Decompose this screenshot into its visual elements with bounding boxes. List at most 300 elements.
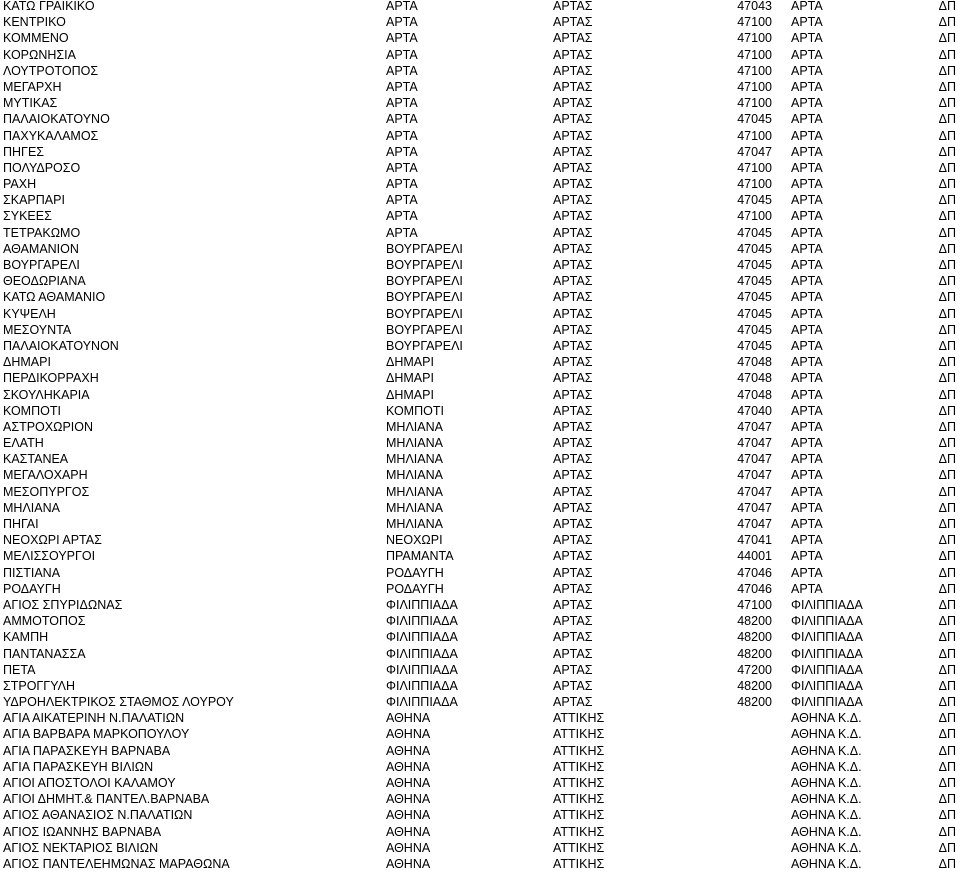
postal-code-cell: 47047 bbox=[737, 468, 772, 483]
municipality-cell: ΒΟΥΡΓΑΡΕΛΙ bbox=[386, 258, 463, 272]
place-cell: ΣΥΚΕΕΣ bbox=[3, 209, 52, 224]
postal-code-cell: 47048 bbox=[737, 387, 772, 402]
table-row bbox=[0, 338, 960, 354]
place-cell: ΑΓΙΑ ΠΑΡΑΣΚΕΥΗ ΒΙΛΙΩΝ bbox=[3, 759, 154, 774]
type-code-cell: ΔΠ bbox=[938, 711, 956, 726]
table-row bbox=[0, 257, 960, 273]
municipality-cell: ΑΘΗΝΑ bbox=[386, 776, 431, 790]
prefecture-cell: ΑΡΤΑΣ bbox=[553, 0, 593, 13]
table-row bbox=[0, 160, 960, 176]
postal-code-cell: 47047 bbox=[737, 500, 772, 515]
type-code-cell: ΔΠ bbox=[938, 0, 956, 13]
municipality-cell: ΑΡΤΑ bbox=[386, 209, 418, 224]
table-row bbox=[0, 403, 960, 419]
table-row bbox=[0, 710, 960, 726]
municipality-cell: ΔΗΜΑΡΙ bbox=[386, 355, 434, 370]
municipality-cell: ΑΡΤΑ bbox=[386, 144, 418, 159]
type-code-cell: ΔΠ bbox=[938, 112, 956, 127]
postal-code-cell: 47047 bbox=[737, 144, 772, 159]
municipality-cell: ΚΟΜΠΟΤΙ bbox=[386, 403, 444, 418]
place-cell: ΠΕΤΑ bbox=[3, 662, 36, 677]
post-office-cell: ΦΙΛΙΠΠΙΑΔΑ bbox=[791, 630, 863, 645]
table-row bbox=[0, 128, 960, 144]
post-office-cell: ΑΘΗΝΑ Κ.Δ. bbox=[791, 776, 862, 790]
post-office-cell: ΦΙΛΙΠΠΙΑΔΑ bbox=[791, 695, 863, 710]
prefecture-cell: ΑΤΤΙΚΗΣ bbox=[553, 792, 605, 807]
municipality-cell: ΑΡΤΑ bbox=[386, 47, 418, 62]
municipality-cell: ΦΙΛΙΠΠΙΑΔΑ bbox=[386, 662, 458, 677]
postal-code-cell: 47100 bbox=[737, 128, 772, 143]
municipality-cell: ΑΡΤΑ bbox=[386, 225, 418, 240]
place-cell: ΣΤΡΟΓΓΥΛΗ bbox=[3, 678, 75, 693]
post-office-cell: ΑΡΤΑ bbox=[791, 79, 823, 94]
type-code-cell: ΔΠ bbox=[938, 15, 956, 30]
type-code-cell: ΔΠ bbox=[938, 549, 956, 564]
prefecture-cell: ΑΡΤΑΣ bbox=[553, 96, 593, 111]
table-row bbox=[0, 678, 960, 694]
type-code-cell: ΔΠ bbox=[938, 258, 956, 272]
municipality-cell: ΦΙΛΙΠΠΙΑΔΑ bbox=[386, 630, 458, 645]
municipality-cell: ΑΘΗΝΑ bbox=[386, 840, 431, 855]
postal-code-cell: 48200 bbox=[737, 678, 772, 693]
table-row bbox=[0, 548, 960, 564]
type-code-cell: ΔΠ bbox=[938, 322, 956, 337]
type-code-cell: ΔΠ bbox=[938, 743, 956, 758]
type-code-cell: ΔΠ bbox=[938, 856, 956, 871]
post-office-cell: ΑΡΤΑ bbox=[791, 47, 823, 62]
post-office-cell: ΑΡΤΑ bbox=[791, 15, 823, 30]
post-office-cell: ΑΘΗΝΑ Κ.Δ. bbox=[791, 743, 862, 758]
post-office-cell: ΑΡΤΑ bbox=[791, 160, 823, 175]
type-code-cell: ΔΠ bbox=[938, 144, 956, 159]
postal-code-cell: 47100 bbox=[737, 597, 772, 612]
place-cell: ΑΓΙΟΣ ΙΩΑΝΝΗΣ ΒΑΡΝΑΒΑ bbox=[3, 824, 162, 839]
post-office-cell: ΑΘΗΝΑ Κ.Δ. bbox=[791, 759, 862, 774]
place-cell: ΘΕΟΔΩΡΙΑΝΑ bbox=[3, 274, 86, 289]
post-office-cell: ΑΡΤΑ bbox=[791, 258, 823, 272]
prefecture-cell: ΑΤΤΙΚΗΣ bbox=[553, 776, 605, 790]
municipality-cell: ΑΘΗΝΑ bbox=[386, 759, 431, 774]
post-office-cell: ΑΘΗΝΑ Κ.Δ. bbox=[791, 856, 862, 871]
municipality-cell: ΒΟΥΡΓΑΡΕΛΙ bbox=[386, 274, 463, 289]
municipality-cell: ΜΗΛΙΑΝΑ bbox=[386, 419, 443, 434]
postal-code-cell: 47100 bbox=[737, 96, 772, 111]
table-row bbox=[0, 306, 960, 322]
table-row bbox=[0, 95, 960, 111]
type-code-cell: ΔΠ bbox=[938, 306, 956, 321]
postal-code-cell: 48200 bbox=[737, 614, 772, 629]
place-cell: ΠΑΛΑΙΟΚΑΤΟΥΝΟΝ bbox=[3, 338, 119, 353]
table-row bbox=[0, 208, 960, 224]
municipality-cell: ΑΡΤΑ bbox=[386, 128, 418, 143]
table-row bbox=[0, 387, 960, 403]
municipality-cell: ΡΟΔΑΥΓΗ bbox=[386, 565, 444, 580]
prefecture-cell: ΑΡΤΑΣ bbox=[553, 112, 593, 127]
municipality-cell: ΦΙΛΙΠΠΙΑΔΑ bbox=[386, 614, 458, 629]
table-row bbox=[0, 241, 960, 257]
type-code-cell: ΔΠ bbox=[938, 824, 956, 839]
place-cell: ΔΗΜΑΡΙ bbox=[3, 355, 51, 370]
table-row bbox=[0, 63, 960, 79]
prefecture-cell: ΑΡΤΑΣ bbox=[553, 549, 593, 564]
type-code-cell: ΔΠ bbox=[938, 840, 956, 855]
municipality-cell: ΑΡΤΑ bbox=[386, 63, 418, 78]
table-row bbox=[0, 824, 960, 840]
postal-code-cell: 47046 bbox=[737, 565, 772, 580]
place-cell: ΜΗΛΙΑΝΑ bbox=[3, 500, 60, 515]
table-row bbox=[0, 613, 960, 629]
type-code-cell: ΔΠ bbox=[938, 614, 956, 629]
type-code-cell: ΔΠ bbox=[938, 565, 956, 580]
prefecture-cell: ΑΡΤΑΣ bbox=[553, 258, 593, 272]
type-code-cell: ΔΠ bbox=[938, 387, 956, 402]
prefecture-cell: ΑΡΤΑΣ bbox=[553, 500, 593, 515]
prefecture-cell: ΑΡΤΑΣ bbox=[553, 160, 593, 175]
table-row bbox=[0, 694, 960, 710]
municipality-cell: ΑΡΤΑ bbox=[386, 112, 418, 127]
type-code-cell: ΔΠ bbox=[938, 581, 956, 596]
municipality-cell: ΒΟΥΡΓΑΡΕΛΙ bbox=[386, 241, 463, 256]
post-office-cell: ΑΘΗΝΑ Κ.Δ. bbox=[791, 808, 862, 823]
post-office-cell: ΑΡΤΑ bbox=[791, 452, 823, 467]
postal-code-cell: 47100 bbox=[737, 47, 772, 62]
postal-code-cell: 47048 bbox=[737, 371, 772, 386]
post-office-cell: ΑΡΤΑ bbox=[791, 419, 823, 434]
type-code-cell: ΔΠ bbox=[938, 695, 956, 710]
post-office-cell: ΑΡΤΑ bbox=[791, 225, 823, 240]
postal-code-cell: 47045 bbox=[737, 112, 772, 127]
prefecture-cell: ΑΤΤΙΚΗΣ bbox=[553, 727, 605, 742]
prefecture-cell: ΑΡΤΑΣ bbox=[553, 419, 593, 434]
type-code-cell: ΔΠ bbox=[938, 630, 956, 645]
prefecture-cell: ΑΡΤΑΣ bbox=[553, 565, 593, 580]
prefecture-cell: ΑΡΤΑΣ bbox=[553, 177, 593, 192]
post-office-cell: ΑΡΤΑ bbox=[791, 338, 823, 353]
postal-code-cell: 47100 bbox=[737, 160, 772, 175]
table-row bbox=[0, 435, 960, 451]
place-cell: ΜΕΓΑΡΧΗ bbox=[3, 79, 62, 94]
municipality-cell: ΑΡΤΑ bbox=[386, 96, 418, 111]
table-row bbox=[0, 500, 960, 516]
post-office-cell: ΑΡΤΑ bbox=[791, 209, 823, 224]
table-row bbox=[0, 289, 960, 305]
type-code-cell: ΔΠ bbox=[938, 225, 956, 240]
table-row bbox=[0, 354, 960, 370]
table-row bbox=[0, 840, 960, 856]
postal-code-cell: 47047 bbox=[737, 452, 772, 467]
prefecture-cell: ΑΡΤΑΣ bbox=[553, 306, 593, 321]
post-office-cell: ΑΡΤΑ bbox=[791, 0, 823, 13]
prefecture-cell: ΑΤΤΙΚΗΣ bbox=[553, 824, 605, 839]
prefecture-cell: ΑΡΤΑΣ bbox=[553, 79, 593, 94]
municipality-cell: ΑΘΗΝΑ bbox=[386, 743, 431, 758]
table-row bbox=[0, 47, 960, 63]
place-cell: ΒΟΥΡΓΑΡΕΛΙ bbox=[3, 258, 80, 272]
place-cell: ΠΙΣΤΙΑΝΑ bbox=[3, 565, 61, 580]
postal-code-cell: 47045 bbox=[737, 306, 772, 321]
type-code-cell: ΔΠ bbox=[938, 468, 956, 483]
post-office-cell: ΑΡΤΑ bbox=[791, 193, 823, 208]
postal-code-cell: 47047 bbox=[737, 436, 772, 451]
postal-code-cell: 47045 bbox=[737, 258, 772, 272]
municipality-cell: ΜΗΛΙΑΝΑ bbox=[386, 468, 443, 483]
type-code-cell: ΔΠ bbox=[938, 452, 956, 467]
place-cell: ΑΜΜΟΤΟΠΟΣ bbox=[3, 614, 86, 629]
post-office-cell: ΦΙΛΙΠΠΙΑΔΑ bbox=[791, 678, 863, 693]
prefecture-cell: ΑΡΤΑΣ bbox=[553, 630, 593, 645]
type-code-cell: ΔΠ bbox=[938, 792, 956, 807]
municipality-cell: ΑΡΤΑ bbox=[386, 177, 418, 192]
post-office-cell: ΑΡΤΑ bbox=[791, 274, 823, 289]
table-row bbox=[0, 30, 960, 46]
place-cell: ΑΓΙΟΙ ΑΠΟΣΤΟΛΟΙ ΚΑΛΑΜΟΥ bbox=[3, 776, 176, 790]
table-row bbox=[0, 532, 960, 548]
type-code-cell: ΔΠ bbox=[938, 517, 956, 531]
place-cell: ΠΗΓΑΙ bbox=[3, 517, 39, 531]
prefecture-cell: ΑΡΤΑΣ bbox=[553, 581, 593, 596]
place-cell: ΜΕΛΙΣΣΟΥΡΓΟΙ bbox=[3, 549, 96, 564]
place-cell: ΑΓΙΟΣ ΝΕΚΤΑΡΙΟΣ ΒΙΛΙΩΝ bbox=[3, 840, 159, 855]
table-row bbox=[0, 79, 960, 95]
postal-code-cell: 47045 bbox=[737, 274, 772, 289]
post-office-cell: ΦΙΛΙΠΠΙΑΔΑ bbox=[791, 614, 863, 629]
type-code-cell: ΔΠ bbox=[938, 759, 956, 774]
post-office-cell: ΑΡΤΑ bbox=[791, 290, 823, 305]
prefecture-cell: ΑΡΤΑΣ bbox=[553, 355, 593, 370]
municipality-cell: ΒΟΥΡΓΑΡΕΛΙ bbox=[386, 306, 463, 321]
post-office-cell: ΑΡΤΑ bbox=[791, 549, 823, 564]
table-row bbox=[0, 807, 960, 823]
table-row bbox=[0, 419, 960, 435]
table-row bbox=[0, 176, 960, 192]
prefecture-cell: ΑΡΤΑΣ bbox=[553, 15, 593, 30]
table-row bbox=[0, 0, 960, 14]
postal-code-cell: 47100 bbox=[737, 209, 772, 224]
postal-code-cell: 47048 bbox=[737, 355, 772, 370]
postal-code-cell: 47045 bbox=[737, 322, 772, 337]
table-row bbox=[0, 273, 960, 289]
postal-code-cell: 47100 bbox=[737, 177, 772, 192]
prefecture-cell: ΑΡΤΑΣ bbox=[553, 322, 593, 337]
type-code-cell: ΔΠ bbox=[938, 808, 956, 823]
post-office-cell: ΑΡΤΑ bbox=[791, 533, 823, 548]
municipality-cell: ΜΗΛΙΑΝΑ bbox=[386, 500, 443, 515]
post-office-cell: ΑΡΤΑ bbox=[791, 436, 823, 451]
municipality-cell: ΑΡΤΑ bbox=[386, 193, 418, 208]
municipality-cell: ΔΗΜΑΡΙ bbox=[386, 371, 434, 386]
post-office-cell: ΑΡΤΑ bbox=[791, 500, 823, 515]
municipality-cell: ΑΘΗΝΑ bbox=[386, 711, 431, 726]
municipality-cell: ΑΘΗΝΑ bbox=[386, 792, 431, 807]
post-office-cell: ΦΙΛΙΠΠΙΑΔΑ bbox=[791, 597, 863, 612]
type-code-cell: ΔΠ bbox=[938, 160, 956, 175]
post-office-cell: ΦΙΛΙΠΠΙΑΔΑ bbox=[791, 662, 863, 677]
place-cell: ΤΕΤΡΑΚΩΜΟ bbox=[3, 225, 81, 240]
post-office-cell: ΑΡΤΑ bbox=[791, 96, 823, 111]
table-row bbox=[0, 726, 960, 742]
prefecture-cell: ΑΡΤΑΣ bbox=[553, 144, 593, 159]
place-cell: ΠΕΡΔΙΚΟΡΡΑΧΗ bbox=[3, 371, 99, 386]
municipality-cell: ΜΗΛΙΑΝΑ bbox=[386, 436, 443, 451]
postal-code-cell: 47047 bbox=[737, 517, 772, 531]
type-code-cell: ΔΠ bbox=[938, 63, 956, 78]
type-code-cell: ΔΠ bbox=[938, 274, 956, 289]
place-cell: ΣΚΟΥΛΗΚΑΡΙΑ bbox=[3, 387, 90, 402]
municipality-cell: ΑΡΤΑ bbox=[386, 79, 418, 94]
table-row bbox=[0, 759, 960, 775]
municipality-cell: ΑΡΤΑ bbox=[386, 0, 418, 13]
type-code-cell: ΔΠ bbox=[938, 371, 956, 386]
postal-code-cell: 47047 bbox=[737, 419, 772, 434]
postal-code-cell: 47040 bbox=[737, 403, 772, 418]
type-code-cell: ΔΠ bbox=[938, 355, 956, 370]
municipality-cell: ΜΗΛΙΑΝΑ bbox=[386, 452, 443, 467]
place-cell: ΚΕΝΤΡΙΚΟ bbox=[3, 15, 66, 30]
municipality-cell: ΑΡΤΑ bbox=[386, 160, 418, 175]
municipality-cell: ΔΗΜΑΡΙ bbox=[386, 387, 434, 402]
place-cell: ΠΑΛΑΙΟΚΑΤΟΥΝΟ bbox=[3, 112, 110, 127]
post-office-cell: ΑΡΤΑ bbox=[791, 128, 823, 143]
type-code-cell: ΔΠ bbox=[938, 662, 956, 677]
post-office-cell: ΑΡΤΑ bbox=[791, 371, 823, 386]
prefecture-cell: ΑΡΤΑΣ bbox=[553, 517, 593, 531]
place-cell: ΠΑΧΥΚΑΛΑΜΟΣ bbox=[3, 128, 99, 143]
post-office-cell: ΑΘΗΝΑ Κ.Δ. bbox=[791, 840, 862, 855]
prefecture-cell: ΑΤΤΙΚΗΣ bbox=[553, 840, 605, 855]
place-cell: ΜΥΤΙΚΑΣ bbox=[3, 96, 58, 111]
post-office-cell: ΑΘΗΝΑ Κ.Δ. bbox=[791, 792, 862, 807]
table-row bbox=[0, 370, 960, 386]
postal-code-cell: 48200 bbox=[737, 695, 772, 710]
postal-code-cell: 48200 bbox=[737, 630, 772, 645]
municipality-cell: ΒΟΥΡΓΑΡΕΛΙ bbox=[386, 322, 463, 337]
table-row bbox=[0, 581, 960, 597]
post-office-cell: ΑΡΤΑ bbox=[791, 468, 823, 483]
prefecture-cell: ΑΡΤΑΣ bbox=[553, 678, 593, 693]
prefecture-cell: ΑΤΤΙΚΗΣ bbox=[553, 808, 605, 823]
type-code-cell: ΔΠ bbox=[938, 241, 956, 256]
type-code-cell: ΔΠ bbox=[938, 419, 956, 434]
prefecture-cell: ΑΡΤΑΣ bbox=[553, 436, 593, 451]
place-cell: ΚΑΣΤΑΝΕΑ bbox=[3, 452, 69, 467]
post-office-cell: ΑΡΤΑ bbox=[791, 241, 823, 256]
type-code-cell: ΔΠ bbox=[938, 646, 956, 661]
table-row bbox=[0, 516, 960, 532]
type-code-cell: ΔΠ bbox=[938, 500, 956, 515]
prefecture-cell: ΑΡΤΑΣ bbox=[553, 31, 593, 46]
place-cell: ΜΕΣΟΠΥΡΓΟΣ bbox=[3, 484, 90, 499]
municipality-cell: ΦΙΛΙΠΠΙΑΔΑ bbox=[386, 646, 458, 661]
type-code-cell: ΔΠ bbox=[938, 47, 956, 62]
postal-code-cell: 47045 bbox=[737, 225, 772, 240]
table-row bbox=[0, 646, 960, 662]
post-office-cell: ΑΘΗΝΑ Κ.Δ. bbox=[791, 711, 862, 726]
type-code-cell: ΔΠ bbox=[938, 484, 956, 499]
place-cell: ΚΑΤΩ ΓΡΑΙΚΙΚΟ bbox=[3, 0, 95, 13]
place-cell: ΚΟΜΜΕΝΟ bbox=[3, 31, 69, 46]
place-cell: ΚΑΜΠΗ bbox=[3, 630, 49, 645]
municipality-cell: ΜΗΛΙΑΝΑ bbox=[386, 517, 443, 531]
post-office-cell: ΑΡΤΑ bbox=[791, 63, 823, 78]
type-code-cell: ΔΠ bbox=[938, 678, 956, 693]
type-code-cell: ΔΠ bbox=[938, 776, 956, 790]
type-code-cell: ΔΠ bbox=[938, 533, 956, 548]
postal-code-cell: 47100 bbox=[737, 79, 772, 94]
place-cell: ΑΓΙΑ ΠΑΡΑΣΚΕΥΗ ΒΑΡΝΑΒΑ bbox=[3, 743, 171, 758]
place-cell: ΚΑΤΩ ΑΘΑΜΑΝΙΟ bbox=[3, 290, 106, 305]
place-cell: ΑΓΙΟΣ ΠΑΝΤΕΛΕΗΜΩΝΑΣ ΜΑΡΑΘΩΝΑ bbox=[3, 856, 230, 871]
prefecture-cell: ΑΡΤΑΣ bbox=[553, 338, 593, 353]
table-row bbox=[0, 225, 960, 241]
postal-code-cell: 47045 bbox=[737, 338, 772, 353]
municipality-cell: ΜΗΛΙΑΝΑ bbox=[386, 484, 443, 499]
prefecture-cell: ΑΡΤΑΣ bbox=[553, 387, 593, 402]
place-cell: ΑΓΙΑ ΑΙΚΑΤΕΡΙΝΗ Ν.ΠΑΛΑΤΙΩΝ bbox=[3, 711, 185, 726]
postal-code-cell: 47100 bbox=[737, 63, 772, 78]
type-code-cell: ΔΠ bbox=[938, 597, 956, 612]
prefecture-cell: ΑΡΤΑΣ bbox=[553, 403, 593, 418]
postal-code-cell: 47100 bbox=[737, 31, 772, 46]
municipality-cell: ΡΟΔΑΥΓΗ bbox=[386, 581, 444, 596]
post-office-cell: ΑΡΤΑ bbox=[791, 112, 823, 127]
place-cell: ΜΕΓΑΛΟΧΑΡΗ bbox=[3, 468, 88, 483]
place-cell: ΑΘΑΜΑΝΙΟΝ bbox=[3, 241, 79, 256]
prefecture-cell: ΑΡΤΑΣ bbox=[553, 452, 593, 467]
postal-code-cell: 47047 bbox=[737, 484, 772, 499]
post-office-cell: ΑΡΤΑ bbox=[791, 144, 823, 159]
place-cell: ΑΓΙΑ ΒΑΡΒΑΡΑ ΜΑΡΚΟΠΟΥΛΟΥ bbox=[3, 727, 190, 742]
prefecture-cell: ΑΡΤΑΣ bbox=[553, 225, 593, 240]
prefecture-cell: ΑΡΤΑΣ bbox=[553, 371, 593, 386]
prefecture-cell: ΑΡΤΑΣ bbox=[553, 662, 593, 677]
prefecture-cell: ΑΡΤΑΣ bbox=[553, 193, 593, 208]
place-cell: ΑΣΤΡΟΧΩΡΙΟΝ bbox=[3, 419, 94, 434]
post-office-cell: ΑΡΤΑ bbox=[791, 581, 823, 596]
place-cell: ΚΥΨΕΛΗ bbox=[3, 306, 56, 321]
municipality-cell: ΒΟΥΡΓΑΡΕΛΙ bbox=[386, 338, 463, 353]
place-cell: ΚΟΡΩΝΗΣΙΑ bbox=[3, 47, 76, 62]
municipality-cell: ΠΡΑΜΑΝΤΑ bbox=[386, 549, 454, 564]
municipality-cell: ΒΟΥΡΓΑΡΕΛΙ bbox=[386, 290, 463, 305]
postal-code-cell: 47041 bbox=[737, 533, 772, 548]
post-office-cell: ΑΡΤΑ bbox=[791, 306, 823, 321]
type-code-cell: ΔΠ bbox=[938, 128, 956, 143]
place-cell: ΠΗΓΕΣ bbox=[3, 144, 45, 159]
municipality-cell: ΑΡΤΑ bbox=[386, 15, 418, 30]
post-office-cell: ΑΡΤΑ bbox=[791, 177, 823, 192]
type-code-cell: ΔΠ bbox=[938, 209, 956, 224]
postal-code-cell: 47045 bbox=[737, 241, 772, 256]
post-office-cell: ΑΡΤΑ bbox=[791, 565, 823, 580]
type-code-cell: ΔΠ bbox=[938, 31, 956, 46]
table-row bbox=[0, 856, 960, 872]
prefecture-cell: ΑΡΤΑΣ bbox=[553, 533, 593, 548]
table-row bbox=[0, 662, 960, 678]
prefecture-cell: ΑΡΤΑΣ bbox=[553, 484, 593, 499]
post-office-cell: ΑΡΤΑ bbox=[791, 322, 823, 337]
postal-code-cell: 44001 bbox=[737, 549, 772, 564]
post-office-cell: ΑΡΤΑ bbox=[791, 355, 823, 370]
place-cell: ΠΑΝΤΑΝΑΣΣΑ bbox=[3, 646, 86, 661]
municipality-cell: ΑΘΗΝΑ bbox=[386, 824, 431, 839]
municipality-cell: ΑΡΤΑ bbox=[386, 31, 418, 46]
type-code-cell: ΔΠ bbox=[938, 96, 956, 111]
table-row bbox=[0, 791, 960, 807]
place-cell: ΣΚΑΡΠΑΡΙ bbox=[3, 193, 65, 208]
municipality-cell: ΑΘΗΝΑ bbox=[386, 727, 431, 742]
post-office-cell: ΑΡΤΑ bbox=[791, 387, 823, 402]
prefecture-cell: ΑΡΤΑΣ bbox=[553, 695, 593, 710]
